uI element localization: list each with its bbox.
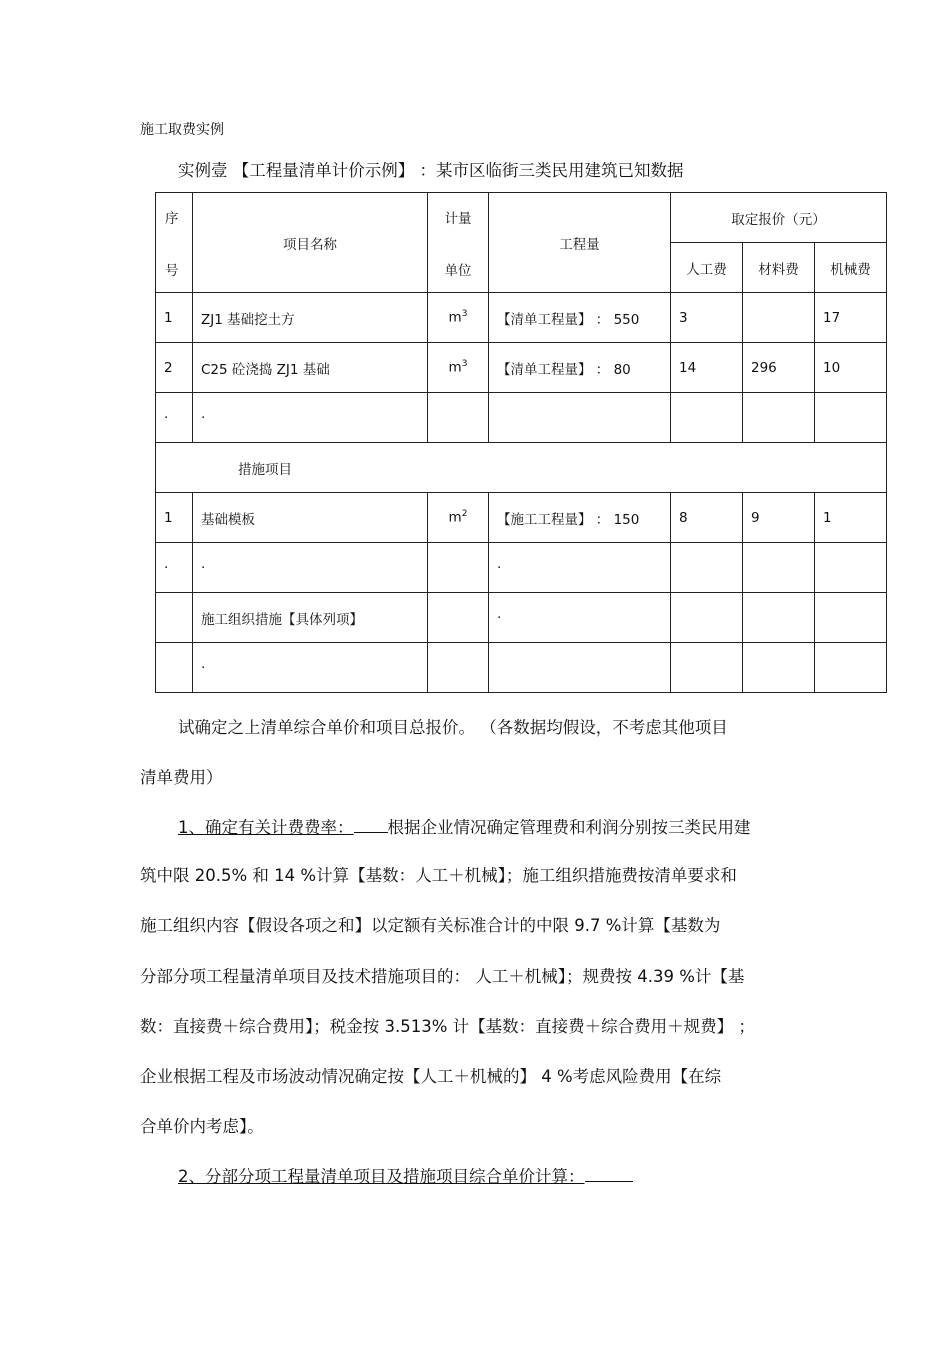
cell-unit [428,593,489,643]
rates-heading: 1、确定有关计费费率： [178,818,354,837]
header-quantity: 工程量 [489,193,671,293]
table-header-row [156,193,887,243]
cell-seq: 1 [156,493,193,543]
rates-line-7: 合单价内考虑】。 [140,1117,264,1136]
cell-unit: $m^2$ [428,493,489,543]
header-machine: 机械费 [815,243,887,293]
header-seq-top: 序 [165,210,179,227]
rates-line-2: 筑中限 20.5% 和 14 %计算【基数：人工＋机械】；施工组织措施费按清单要求和 [140,866,737,885]
header-name: 项目名称 [193,193,428,293]
cell-qty [489,393,671,443]
header-unit-top: 计量 [444,210,472,227]
cell-machine: 10 [815,343,887,393]
header-seq-bottom: 号 [165,262,179,279]
cell-seq: 1 [156,293,193,343]
cell-seq: 2 [156,343,193,393]
table-row [156,343,887,393]
cell-machine [815,543,887,593]
cell-name: · [193,393,428,443]
cell-seq [156,643,193,693]
cell-machine: 17 [815,293,887,343]
rates-line-3: 施工组织内容【假设各项之和】以定额有关标准合计的中限 9.7 %计算【基数为 [140,916,721,935]
header-material: 材料费 [743,243,815,293]
header-unit [428,193,489,293]
cell-name: 施工组织措施【具体列项】 [193,593,428,643]
cell-qty [489,643,671,693]
cell-qty: · [489,543,671,593]
cell-unit: $m^3$ [428,343,489,393]
header-unit-bottom: 单位 [444,262,472,279]
section-label: 措施项目 [156,443,887,493]
rates-line-4: 分部分项工程量清单项目及技术措施项目的： 人工＋机械】；规费按 4.39 %计【基 [140,967,745,986]
cell-qty: 【施工工程量】 ： 150 [489,493,671,543]
cell-qty: 【清单工程量】 ： 80 [489,343,671,393]
question-line-1: 试确定之上清单综合单价和项目总报价。 （各数据均假设，不考虑其他项目 [178,718,728,737]
cell-material [743,543,815,593]
rates-line-1-text: 根据企业情况确定管理费和利润分别按三类民用建 [387,818,751,837]
table-row [156,543,887,593]
cell-labor [671,393,743,443]
cell-labor [671,593,743,643]
cell-machine [815,393,887,443]
header-seq [156,193,193,293]
cell-qty: · [489,593,671,643]
quantity-price-table [155,192,887,693]
calc-heading-line [178,1163,633,1187]
cell-material: 9 [743,493,815,543]
section-row [156,443,887,493]
cell-seq: · [156,393,193,443]
rates-line-5: 数：直接费＋综合费用】；税金按 3.513% 计【基数：直接费＋综合费用＋规费】 ； [140,1017,755,1036]
cell-labor: 8 [671,493,743,543]
cell-machine [815,593,887,643]
rates-line-1 [178,814,751,838]
header-price-group: 取定报价（元） [671,193,887,243]
table-row [156,293,887,343]
page-header: 施工取费实例 [140,122,224,138]
cell-name: 基础模板 [193,493,428,543]
cell-name: · [193,643,428,693]
cell-material [743,593,815,643]
cell-material: 296 [743,343,815,393]
header-labor: 人工费 [671,243,743,293]
table-row [156,643,887,693]
cell-labor [671,543,743,593]
cell-material [743,643,815,693]
question-line-2: 清单费用） [140,768,223,787]
cell-name: ZJ1 基础挖土方 [193,293,428,343]
cell-seq [156,593,193,643]
table-row [156,393,887,443]
cell-labor: 3 [671,293,743,343]
example-title: 实例壹 【工程量清单计价示例】 ：某市区临街三类民用建筑已知数据 [178,161,684,180]
cell-labor [671,643,743,693]
cell-qty: 【清单工程量】 ： 550 [489,293,671,343]
rates-line-6: 企业根据工程及市场波动情况确定按【人工＋机械的】 4 %考虑风险费用【在综 [140,1067,722,1086]
cell-labor: 14 [671,343,743,393]
calc-heading: 2、分部分项工程量清单项目及措施项目综合单价计算： [178,1167,585,1186]
table-row [156,493,887,543]
cell-machine [815,643,887,693]
cell-unit [428,543,489,593]
table-row [156,593,887,643]
cell-material [743,293,815,343]
cell-name: · [193,543,428,593]
cell-name: C25 砼浇捣 ZJ1 基础 [193,343,428,393]
cell-material [743,393,815,443]
cell-unit [428,643,489,693]
cell-unit [428,393,489,443]
cell-unit: $m^3$ [428,293,489,343]
cell-seq: · [156,543,193,593]
cell-machine: 1 [815,493,887,543]
